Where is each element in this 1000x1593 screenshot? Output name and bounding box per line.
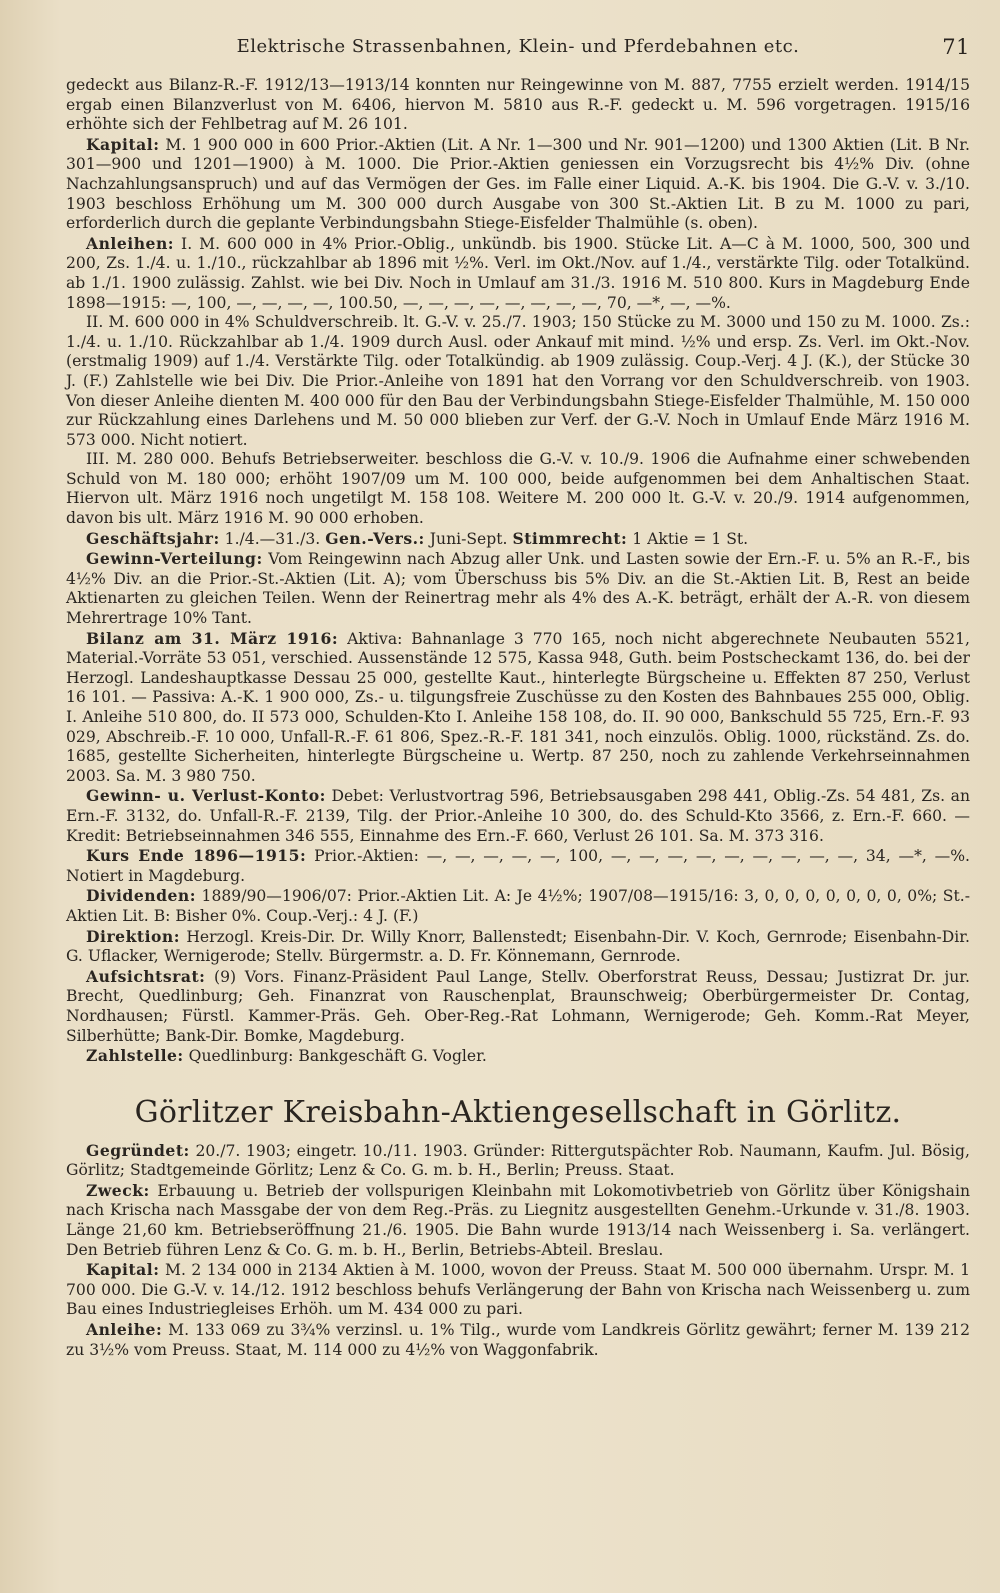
gegruendet-label: Gegründet:: [86, 1140, 190, 1160]
direktion-label: Direktion:: [86, 926, 181, 946]
company2-gegruendet: [66, 1141, 970, 1181]
page-number: 71: [942, 35, 970, 59]
running-title: Elektrische Strassenbahnen, Klein- und Pferdebahnen etc.: [236, 36, 800, 57]
company1-anleihe-2: II. M. 600 000 in 4% Schuldverschreib. lt. G.-V. v. 25./7. 1903; 150 Stücke zu M. 3000 und 150 zu M. 1000. Zs.: 1./4. u. 1./10. Rückzahlbar ab 1./4. 1909 durch Ausl. oder Ankauf mit mind. ½% und ersp. Zs. Verl. im Okt.-Nov. (erstmalig 1909) auf 1./4. Verstärkte Tilg. oder Totalkündig. ab 1909 zulässig. Coup.-Verj. 4 J. (K.), der Stücke 30 J. (F.) Zahlstelle wie bei Div. Die Prior.-Anleihe von 1891 hat den Vorrang vor den Schuldverschreib. von 1903. Von dieser Anleihe dienten M. 400 000 für den Bau der Verbindungsbahn Stiege-Eisfelder Thalmühle, M. 150 000 zur Rückzahlung eines Darlehens und M. 50 000 blieben zur Verf. der G.-V. Noch in Umlauf Ende März 1916 M. 573 000. Nicht notiert.: [66, 313, 970, 449]
company2-anleihe-text: M. 133 069 zu 3¾% verzinsl. u. 1% Tilg., wurde vom Landkreis Görlitz gewährt; ferner M. 139 212 zu 3½% vom Preuss. Staat, M. 114 000 zu 4½% von Waggonfabrik.: [66, 1321, 970, 1359]
gewinn-label: Gewinn-Verteilung:: [86, 549, 263, 569]
kapital-text: M. 1 900 000 in 600 Prior.-Aktien (Lit. A Nr. 1—300 und Nr. 901—1200) und 1300 Aktien (Lit. B Nr. 301—900 und 1201—1900) à M. 1000. Die Prior.-Aktien geniessen ein Vorzugsrecht bis 4½% Div. (ohne Nachzahlungsanspruch) und auf das Vermögen der Ges. im Falle einer Liquid. A.-K. bis 1904. Die G.-V. v. 3./10. 1903 beschloss Erhöhung um M. 300 000 durch Ausgabe von 300 St.-Aktien Lit. B zu M. 1000 zu pari, erforderlich durch die geplante Verbindungsbahn Stiege-Eisfelder Thalmühle (s. oben).: [66, 135, 970, 233]
gegruendet-text: 20./7. 1903; eingetr. 10./11. 1903. Gründer: Rittergutspächter Rob. Naumann, Kaufm. Jul. Bösig, Görlitz; Stadtgemeinde Görlitz; Lenz & Co. G. m. b. H., Berlin; Preuss. Staat.: [66, 1141, 970, 1180]
company2-zweck: [66, 1181, 970, 1260]
company1-geschaeftsjahr: [66, 529, 970, 550]
anleihen-text: I. M. 600 000 in 4% Prior.-Oblig., unkündb. bis 1900. Stücke Lit. A—C à M. 1000, 500, 300 und 200, Zs. 1./4. u. 1./10., rückzahlbar ab 1896 mit ½%. Verl. im Okt./Nov. auf 1./4., verstärkte Tilg. oder Totalkünd. ab 1./1. 1900 zulässig. Zahlst. wie bei Div. Noch in Umlauf am 31./3. 1916 M. 510 800. Kurs in Magdeburg Ende 1898—1915: —, 100, —, —, —, —, 100.50, —, —, —, —, —, —, —, —, 70, —*, —, —%.: [66, 234, 970, 312]
company2-kapital-label: Kapital:: [86, 1260, 160, 1280]
anleihen-label: Anleihen:: [86, 233, 175, 253]
dividenden-text: 1889/90—1906/07: Prior.-Aktien Lit. A: Je 4½%; 1907/08—1915/16: 3, 0, 0, 0, 0, 0, 0, 0, 0%; St.-Aktien Lit. B: Bisher 0%. Coup.-Verj.: 4 J. (F.): [66, 887, 970, 925]
company2-anleihe: [66, 1320, 970, 1360]
company1-aufsichtsrat: [66, 967, 970, 1046]
aufsichtsrat-text: (9) Vors. Finanz-Präsident Paul Lange, Stellv. Oberforstrat Reuss, Dessau; Justizrat Dr. jur. Brecht, Quedlinburg; Geh. Finanzrat von Rauschenplat, Braunschweig; Oberbürgermeister Dr. Contag, Nordhausen; Fürstl. Kammer-Präs. Geh. Ober-Reg.-Rat Lohmann, Wernigerode; Geh. Komm.-Rat Meyer, Silberhütte; Bank-Dir. Bomke, Magdeburg.: [66, 967, 970, 1045]
bilanz-label: Bilanz am 31. März 1916:: [86, 628, 339, 648]
running-head: [66, 30, 970, 64]
kapital-label: Kapital:: [86, 134, 160, 154]
kurs-label: Kurs Ende 1896—1915:: [86, 846, 307, 866]
company1-guv: [66, 786, 970, 846]
aufsichtsrat-label: Aufsichtsrat:: [86, 966, 206, 986]
stimmrecht-label: Stimmrecht:: [512, 528, 628, 548]
company1-gewinn-verteilung: [66, 549, 970, 628]
company2-anleihe-label: Anleihe:: [86, 1320, 163, 1340]
gewinn-text: Vom Reingewinn nach Abzug aller Unk. und Lasten sowie der Ern.-F. u. 5% an R.-F., bis 4½% Div. an die Prior.-St.-Aktien (Lit. A); vom Überschuss bis 5% Div. an die St.-Aktien Lit. B, Rest an beide Aktienarten zu gleichen Teilen. Wenn der Reinertrag mehr als 4% des A.-K. beträgt, erhält der A.-R. von diesem Mehrertrage 10% Tant.: [66, 550, 970, 628]
company1-zahlstelle: [66, 1046, 970, 1067]
direktion-text: Herzogl. Kreis-Dir. Dr. Willy Knorr, Ballenstedt; Eisenbahn-Dir. V. Koch, Gernrode; Eisenbahn-Dir. G. Uflacker, Wernigerode; Stellv. Bürgermstr. a. D. Fr. Könnemann, Gernrode.: [66, 927, 970, 966]
company1-dividenden: [66, 886, 970, 926]
guv-text: Debet: Verlustvortrag 596, Betriebsausgaben 298 441, Oblig.-Zs. 54 481, Zs. an Ern.-F. 3132, do. Unfall-R.-F. 2139, Tilg. der Prior.-Anleihe 10 300, do. des Schuld-Kto 3566, z. Ern.-F. 660. — Kredit: Betriebseinnahmen 346 555, Einnahme des Ern.-F. 660, Verlust 26 101. Sa. M. 373 316.: [66, 787, 970, 845]
company1-kurs: [66, 846, 970, 886]
zweck-text: Erbauung u. Betrieb der vollspurigen Kleinbahn mit Lokomotivbetrieb von Görlitz über Königshain nach Krischa nach Massgabe der von dem Reg.-Präs. zu Liegnitz ausgestellten Genehm.-Urkunde v. 31./8. 1903. Länge 21,60 km. Betriebseröffnung 21./6. 1905. Die Bahn wurde 1913/14 nach Weissenberg i. Sa. verlängert. Den Betrieb führen Lenz & Co. G. m. b. H., Berlin, Betriebs-Abteil. Breslau.: [66, 1181, 970, 1259]
bilanz-text: Aktiva: Bahnanlage 3 770 165, noch nicht abgerechnete Neubauten 5521, Material.-Vorräte 53 051, verschied. Aussenstände 12 575, Kassa 948, Guth. beim Postscheckamt 136, do. bei der Herzogl. Landeshauptkasse Dessau 25 000, gestellte Kaut., hinterlegte Bürgscheine u. Effekten 87 250, Verlust 16 101. — Passiva: A.-K. 1 900 000, Zs.- u. tilgungsfreie Zuschüsse zu den Kosten des Bahnbaues 255 000, Oblig. I. Anleihe 510 800, do. II 573 000, Schulden-Kto I. Anleihe 158 108, do. II. 90 000, Bankschuld 55 725, Ern.-F. 93 029, Abschreib.-F. 10 000, Unfall-R.-F. 61 806, Spez.-R.-F. 181 341, noch einzulös. Oblig. 1000, rückständ. Zs. do. 1685, gestellte Sicherheiten, hinterlegte Bürgscheine u. Wertp. 87 250, noch zu zahlende Verkehrseinnahmen 2003. Sa. M. 3 980 750.: [66, 629, 970, 785]
genvers-text: Juni-Sept.: [429, 529, 508, 548]
company1-intro: gedeckt aus Bilanz-R.-F. 1912/13—1913/14 konnten nur Reingewinne von M. 887, 7755 erzielt werden. 1914/15 ergab einen Bilanzverlust von M. 6406, hiervon M. 5810 aus R.-F. gedeckt u. M. 596 vorgetragen. 1915/16 erhöhte sich der Fehlbetrag auf M. 26 101.: [66, 76, 970, 134]
company2-section: [66, 1141, 970, 1361]
company1-section: [66, 76, 970, 1067]
stimmrecht-text: 1 Aktie = 1 St.: [632, 529, 749, 548]
zweck-label: Zweck:: [86, 1180, 150, 1200]
company1-anleihe-3: III. M. 280 000. Behufs Betriebserweiter. beschloss die G.-V. v. 10./9. 1906 die Aufnahme einer schwebenden Schuld von M. 180 000; erhöht 1907/09 um M. 100 000, beide aufgenommen bei dem Anhaltischen Staat. Hiervon ult. März 1916 noch ungetilgt M. 158 108. Weitere M. 200 000 lt. G.-V. v. 20./9. 1914 aufgenommen, davon bis ult. März 1916 M. 90 000 erhoben.: [66, 450, 970, 528]
geschaeftsjahr-text: 1./4.—31./3.: [224, 529, 321, 548]
company1-bilanz: [66, 629, 970, 787]
zahlstelle-text: Quedlinburg: Bankgeschäft G. Vogler.: [188, 1047, 487, 1066]
company1-direktion: [66, 927, 970, 967]
company1-kapital: [66, 135, 970, 234]
genvers-label: Gen.-Vers.:: [325, 528, 425, 548]
company2-title: Görlitzer Kreisbahn-Aktiengesellschaft in Görlitz.: [134, 1094, 902, 1130]
company1-anleihen: [66, 234, 970, 313]
guv-label: Gewinn- u. Verlust-Konto:: [86, 786, 326, 806]
zahlstelle-label: Zahlstelle:: [86, 1046, 184, 1066]
company2-kapital-text: M. 2 134 000 in 2134 Aktien à M. 1000, wovon der Preuss. Staat M. 500 000 übernahm. Urspr. M. 1 700 000. Die G.-V. v. 14./12. 1912 beschloss behufs Verlängerung der Bahn von Krischa nach Weissenberg u. zum Bau eines Industriegleises Erhöh. um M. 434 000 zu pari.: [66, 1261, 970, 1319]
company2-kapital: [66, 1260, 970, 1320]
dividenden-label: Dividenden:: [86, 886, 197, 906]
geschaeftsjahr-label: Geschäftsjahr:: [86, 528, 220, 548]
kurs-text: Prior.-Aktien: —, —, —, —, —, 100, —, —, —, —, —, —, —, —, —, 34, —*, —%. Notiert in Magdeburg.: [66, 847, 970, 885]
